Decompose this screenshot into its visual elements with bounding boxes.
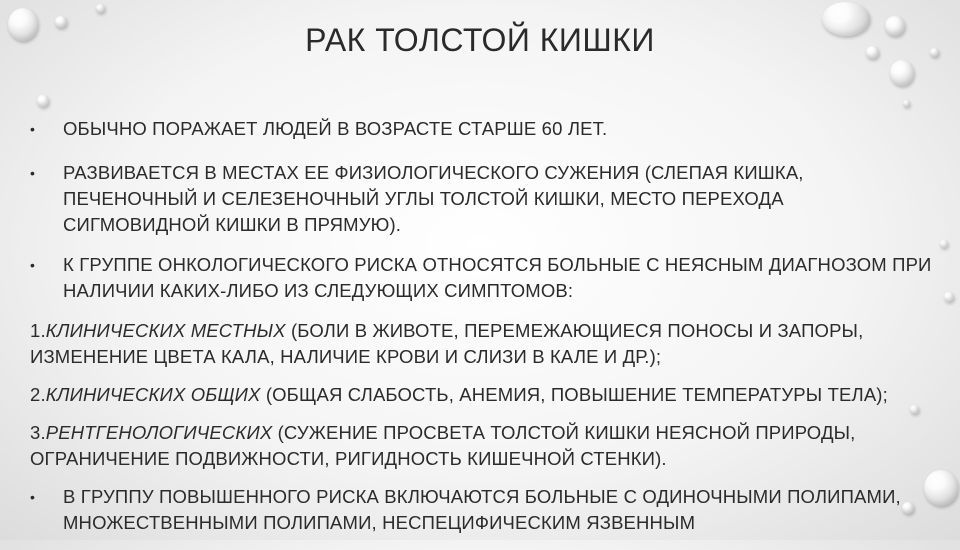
bullet-dot: • [30,165,36,181]
bullet-item [30,160,935,238]
bullet-item [30,252,935,304]
item-number: 1. [30,320,46,341]
water-drop-decoration [37,95,49,107]
slide-title: РАК ТОЛСТОЙ КИШКИ [305,22,655,58]
item-italic-heading: КЛИНИЧЕСКИХ ОБЩИХ [45,384,261,405]
water-drop-decoration [96,4,105,13]
item-number: 2. [30,384,46,405]
item-italic-heading: КЛИНИЧЕСКИХ МЕСТНЫХ [45,320,286,341]
item-text: (БОЛИ В ЖИВОТЕ, ПЕРЕМЕЖАЮЩИЕСЯ ПОНОСЫ И ЗАПОРЫ, ИЗМЕНЕНИЕ ЦВЕТА КАЛА, НАЛИЧИЕ КРОВИ И СЛИЗИ В КАЛЕ И ДР.); [30,320,864,367]
bullet-dot: • [30,489,36,505]
water-drop-decoration [940,240,948,248]
bullet-dot: • [30,257,36,273]
bullet-text: РАЗВИВАЕТСЯ В МЕСТАХ ЕЕ ФИЗИОЛОГИЧЕСКОГО СУЖЕНИЯ (СЛЕПАЯ КИШКА, ПЕЧЕНОЧНЫЙ И СЕЛЕЗЕНОЧНЫЙ УГЛЫ ТОЛСТОЙ КИШКИ, МЕСТО ПЕРЕХОДА СИГМОВИДНОЙ КИШКИ В ПРЯМУЮ). [63,162,804,235]
bullet-item [30,484,935,536]
bullet-item [30,116,935,142]
water-drop-decoration [890,60,914,86]
bullet-text: В ГРУППУ ПОВЫШЕННОГО РИСКА ВКЛЮЧАЮТСЯ БОЛЬНЫЕ С ОДИНОЧНЫМИ ПОЛИПАМИ, МНОЖЕСТВЕННЫМИ ПОЛИПАМИ, НЕСПЕЦИФИЧЕСКИМ ЯЗВЕННЫМ [63,486,901,533]
slide-body [30,116,935,550]
item-number: 3. [30,422,46,443]
bullet-dot: • [30,121,36,137]
bullet-text: К ГРУППЕ ОНКОЛОГИЧЕСКОГО РИСКА ОТНОСЯТСЯ БОЛЬНЫЕ С НЕЯСНЫМ ДИАГНОЗОМ ПРИ НАЛИЧИИ КАКИХ-ЛИБО ИЗ СЛЕДУЮЩИХ СИМПТОМОВ: [63,254,932,301]
water-drop-decoration [944,292,954,302]
numbered-item [30,318,935,370]
water-drop-decoration [903,100,910,107]
item-italic-heading: РЕНТГЕНОЛОГИЧЕСКИХ [45,422,273,443]
numbered-item [30,420,935,472]
item-text: (ОБЩАЯ СЛАБОСТЬ, АНЕМИЯ, ПОВЫШЕНИЕ ТЕМПЕРАТУРЫ ТЕЛА); [260,384,888,405]
item-text: (СУЖЕНИЕ ПРОСВЕТА ТОЛСТОЙ КИШКИ НЕЯСНОЙ ПРИРОДЫ, ОГРАНИЧЕНИЕ ПОДВИЖНОСТИ, РИГИДНОСТЬ КИШЕЧНОЙ СТЕНКИ). [30,422,856,469]
bullet-text: ОБЫЧНО ПОРАЖАЕТ ЛЮДЕЙ В ВОЗРАСТЕ СТАРШЕ 60 ЛЕТ. [63,118,608,139]
numbered-item [30,382,935,408]
